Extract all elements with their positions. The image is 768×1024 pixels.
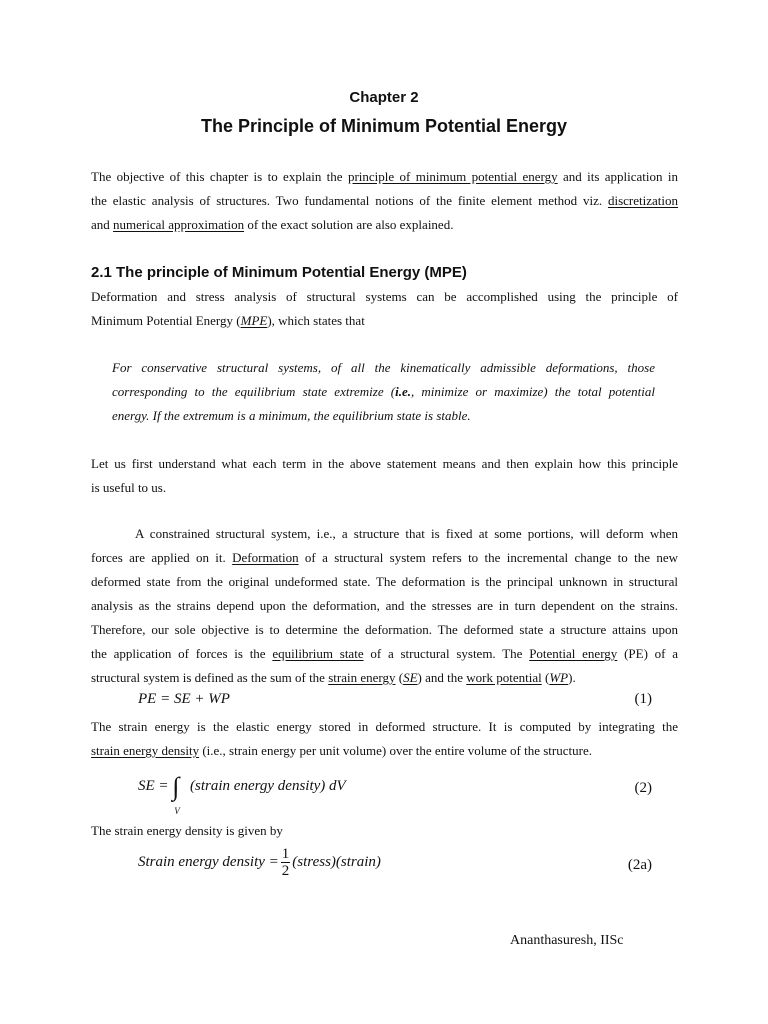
fraction-one-half: $\frac{1}{2}$ [281, 846, 290, 879]
term-discretization: discretization [607, 193, 678, 208]
section-line-2: Minimum Potential Energy (MPE), which states that [91, 313, 365, 328]
section-heading: 2.1 The principle of Minimum Potential Energy (MPE) [91, 264, 467, 281]
term-work-potential: work potential [466, 670, 542, 685]
body-line-2: forces are applied on it. Deformation of a structural system refers to the incremental change to the new [91, 550, 678, 565]
term-strain-energy-density: strain energy density [91, 743, 200, 758]
strain-line-2: strain energy density (i.e., strain energy per unit volume) over the entire volume of the structure. [91, 743, 592, 758]
equation-1: PE = SE + WP [138, 691, 230, 707]
body-line-7: structural system is defined as the sum of the strain energy (SE) and the work potential (WP). [91, 670, 576, 685]
term-principle-mpe: principle of minimum potential energy [347, 169, 558, 184]
chapter-label: Chapter 2 [349, 89, 419, 106]
intro-line-3: and numerical approximation of the exact solution are also explained. [91, 217, 454, 232]
body-line-5: Therefore, our sole objective is to determine the deformation. The deformed state a structure attains upon [91, 622, 678, 637]
equation-2-number: (2) [634, 780, 652, 796]
equation-2a: Strain energy density = $\frac{1}{2}$ (stress)(strain) [138, 846, 381, 879]
chapter-title: The Principle of Minimum Potential Energy [200, 116, 568, 136]
equation-2a-number: (2a) [627, 857, 652, 873]
quote-line-3: energy. If the extremum is a minimum, the equilibrium state is stable. [112, 408, 471, 423]
intro-line-2: the elastic analysis of structures. Two fundamental notions of the finite element method viz. discretization [91, 193, 678, 208]
term-mpe: MPE [240, 313, 268, 328]
section-line-1: Deformation and stress analysis of structural systems can be accomplished using the principle of [91, 289, 678, 304]
term-equilibrium-state: equilibrium state [272, 646, 364, 661]
body-line-3: deformed state from the original undeformed state. The deformation is the principal unknown in structural [91, 574, 678, 589]
body-line-4: analysis as the strains depend upon the deformation, and the stresses are in turn dependent on the strains. [91, 598, 678, 613]
footer-author: Ananthasuresh, IISc [510, 933, 624, 948]
term-strain-energy: strain energy [328, 670, 396, 685]
term-potential-energy: Potential energy [529, 646, 618, 661]
term-deformation: Deformation [232, 550, 299, 565]
density-intro: The strain energy density is given by [91, 823, 283, 838]
body-line-1: A constrained structural system, i.e., a structure that is fixed at some portions, will deform when [135, 526, 678, 541]
body-line-6: the application of forces is the equilibrium state of a structural system. The Potential energy (PE) of a [91, 646, 679, 661]
strain-line-1: The strain energy is the elastic energy stored in deformed structure. It is computed by integrating the [91, 719, 678, 734]
intro-line-1: The objective of this chapter is to explain the principle of minimum potential energy and its application in [91, 169, 679, 184]
term-numerical-approximation: numerical approximation [113, 217, 245, 232]
equation-1-number: (1) [634, 691, 652, 707]
quote-line-2: corresponding to the equilibrium state extremize (i.e., minimize or maximize) the total potential [112, 384, 655, 399]
transition-line-1: Let us first understand what each term in the above statement means and then explain how this principle [91, 456, 678, 471]
equation-2: SE = ∫ V (strain energy density) dV [138, 772, 346, 816]
transition-line-2: is useful to us. [91, 480, 167, 495]
quote-line-1: For conservative structural systems, of all the kinematically admissible deformations, those [112, 360, 655, 375]
